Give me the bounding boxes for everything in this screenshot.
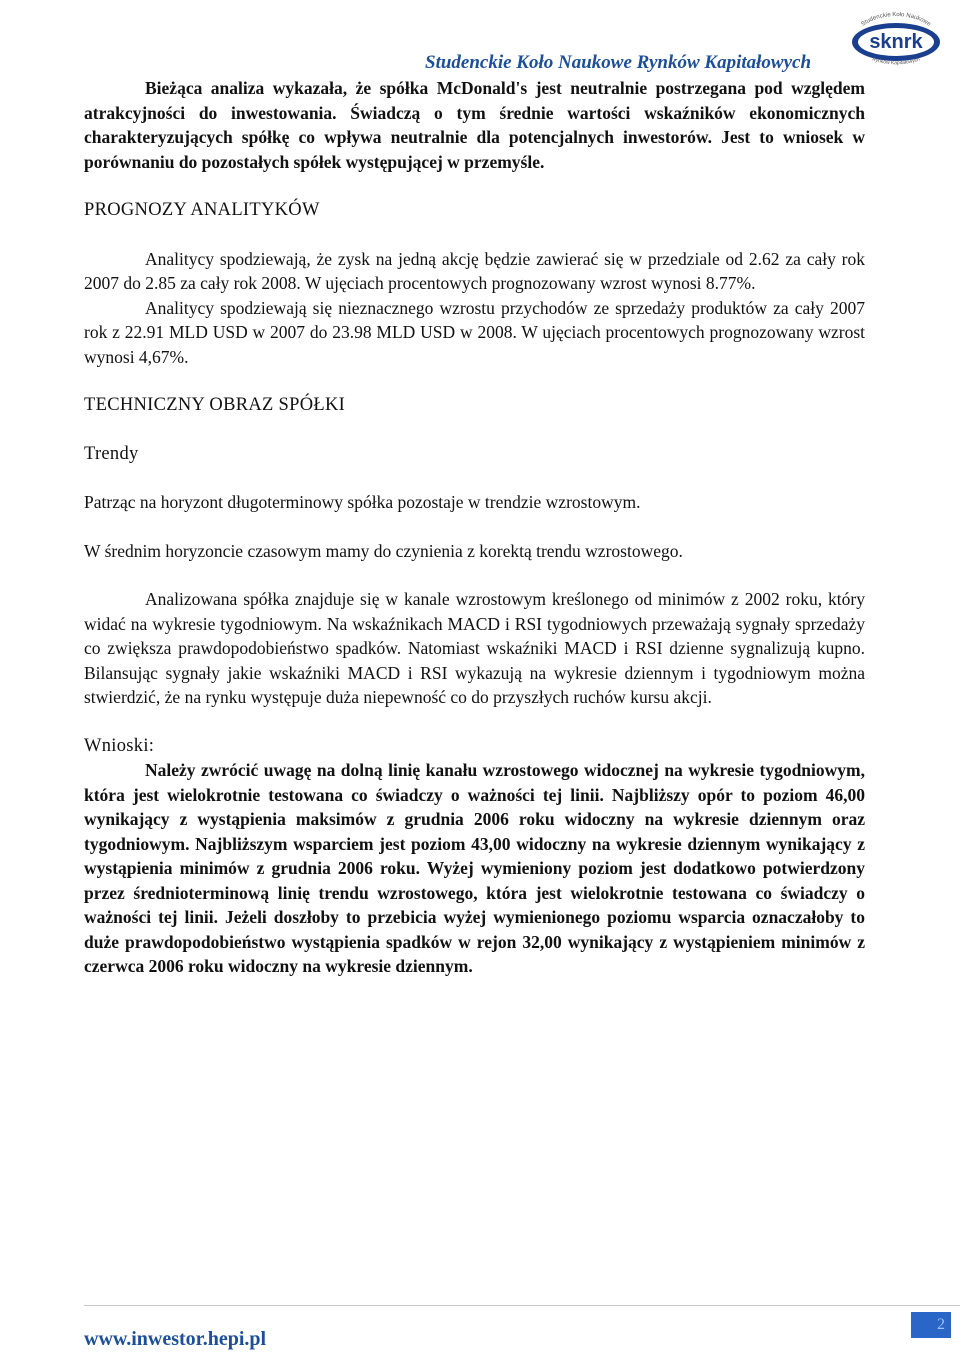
sknrk-logo (846, 8, 946, 68)
logo-arc-top: Studenckie Koło Naukowe (860, 11, 932, 28)
header-title: Studenckie Koło Naukowe Rynków Kapitałowych (425, 52, 812, 73)
logo-text: sknrk (869, 31, 923, 53)
channel-analysis-paragraph: Analizowana spółka znajduje się w kanale wzrostowym kreślonego od minimów z 2002 roku, który widać na wykresie tygodniowym. Na wskaźnikach MACD i RSI tygodniowych przeważają sygnały sprzedaży co zwiększa prawdopodobieństwo spadków. Natomiast wskaźniki MACD i RSI dzienne sygnalizują kupno. Bilansując sygnały jakie wskaźniki MACD i RSI wykazują na wykresie dziennym i tygodniowym można stwierdzić, że na rynku występuje duża niepewność co do przyszłych ruchów kursu akcji. (84, 589, 865, 707)
wnioski-paragraph: Należy zwrócić uwagę na dolną linię kanału wzrostowego widocznej na wykresie tygodniowym, która jest wielokrotnie testowana co świadczy o ważności tej linii. Najbliższy opór to poziom 46,00 wynikający z wystąpienia maksimów z grudnia 2006 roku widoczny na wykresie dziennym oraz tygodniowym. Najbliższym wsparciem jest poziom 43,00 widoczny na wykresie dziennym wynikający z wystąpienia minimów z grudnia 2006 roku. Wyżej wymieniony poziom jest dodatkowo potwierdzony przez średnioterminową linię trendu wzrostowego, która jest wielokrotnie testowana co świadczy o ważności tej linii. Jeżeli doszłoby to przebicia wyżej wymienionego poziomu wsparcia oznaczałoby to duże prawdopodobieństwo wystąpienia spadków w rejon 32,00 wynikający z wystąpieniem minimów z czerwca 2006 roku widoczny na wykresie dziennym. (84, 760, 865, 976)
prognozy-paragraph-eps: Analitycy spodziewają, że zysk na jedną akcję będzie zawierać się w przedziale od 2.62 za cały rok 2007 do 2.85 za cały rok 2008. W ujęciach procentowych prognozowany wzrost wynosi 8.77%. (84, 248, 865, 293)
wnioski-heading: Wnioski: (84, 735, 155, 756)
trend-longterm: Patrząc na horyzont długoterminowy spółka pozostaje w trendzie wzrostowym. (84, 492, 641, 512)
trend-midterm: W średnim horyzoncie czasowym mamy do czynienia z korektą trendu wzrostowego. (84, 540, 683, 561)
techniczny-heading: TECHNICZNY OBRAZ SPÓŁKI (84, 395, 346, 415)
prognozy-paragraph-revenue: Analitycy spodziewają się nieznacznego wzrostu przychodów ze sprzedaży produktów za cały 2007 rok z 22.91 MLD USD w 2007 do 23.98 MLD USD w 2008. W ujęciach procentowych prognozowany wzrost wynosi 4,67%. (84, 297, 865, 367)
footer-url: www.inwestor.hepi.pl (84, 1328, 267, 1350)
trendy-subheading: Trendy (84, 443, 139, 464)
intro-paragraph: Bieżąca analiza wykazała, że spółka McDonald's jest neutralnie postrzegana pod względem atrakcyjności do inwestowania. Świadczą o tym średnie wartości wskaźników ekonomicznych charakteryzujących spółkę co wpływa neutralnie dla potencjalnych inwestorów. Jest to wniosek w porównaniu do pozostałych spółek występującej w przemyśle. (84, 78, 865, 172)
logo-arc-bottom: Rynków Kapitałowych (871, 56, 921, 67)
page-number: 2 (911, 1312, 951, 1338)
document-body (84, 76, 865, 979)
prognozy-heading: PROGNOZY ANALITYKÓW (84, 200, 320, 220)
footer-divider (84, 1305, 960, 1306)
